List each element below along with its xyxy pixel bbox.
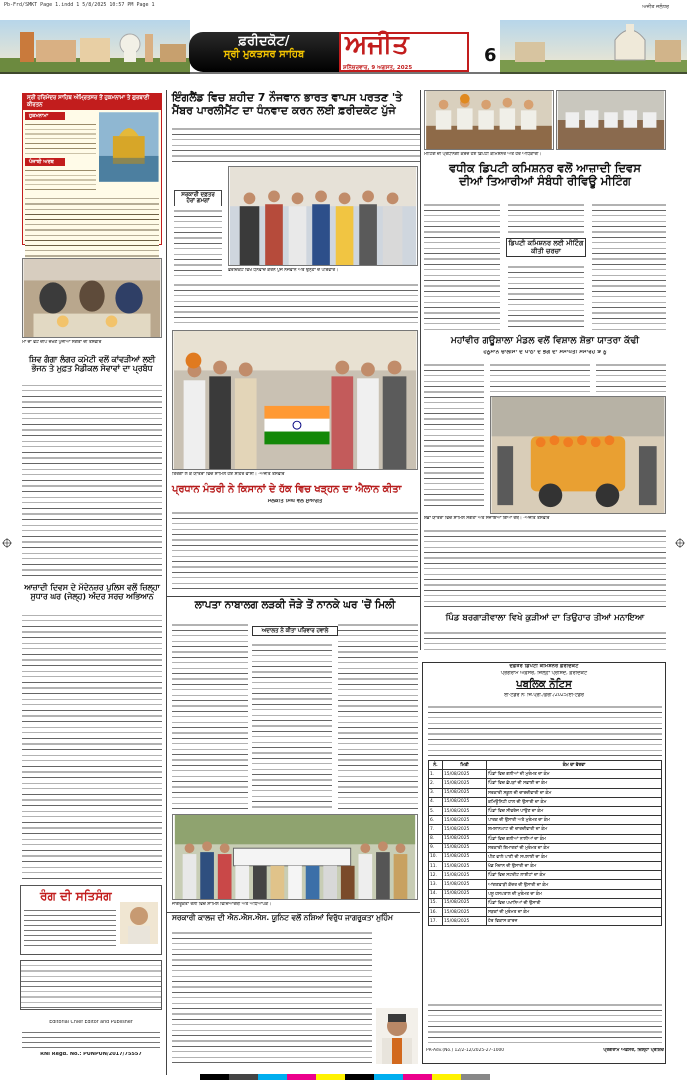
row-date: 15/08/2025: [443, 816, 487, 825]
mahavir-body-bottom: [424, 526, 666, 610]
youth-portrait: [376, 1008, 418, 1064]
story1-body: [22, 380, 162, 580]
row-work: ਪਿੰਡਾਂ ਵਿਚ ਛੱਪੜਾਂ ਦੀ ਸਫ਼ਾਈ ਦਾ ਕੰਮ: [487, 779, 662, 788]
story1-headline-line1: ਸ਼ਿਵ ਗੰਗਾ ਲੰਗਰ ਕਮੇਟੀ ਵਲੋਂ ਕਾਂਵੜੀਆਂ ਲਈ: [28, 355, 156, 364]
lead-kicker-line2: ਹੋਰਾਂ ਗਮਗਾਂ: [186, 198, 210, 205]
row-work: ਸਰਕਾਰੀ ਸਕੂਲ ਦੀ ਚਾਰਦੀਵਾਰੀ ਦਾ ਕੰਮ: [487, 788, 662, 797]
row-work: ਪਿੰਡਾਂ ਵਿਚ ਪਖਾਨਿਆਂ ਦੀ ਉਸਾਰੀ: [487, 898, 662, 907]
col-date: ਮਿਤੀ: [443, 761, 487, 770]
row-date: 15/08/2025: [443, 806, 487, 815]
table-row: [429, 770, 662, 779]
row-work: ਸ਼ਮਸ਼ਾਨਘਾਟ ਦੀ ਚਾਰਦੀਵਾਰੀ ਦਾ ਕੰਮ: [487, 825, 662, 834]
table-row: [429, 889, 662, 898]
row-date: 15/08/2025: [443, 871, 487, 880]
story1-headline: [22, 356, 162, 374]
gurbani-body: [25, 194, 159, 264]
dc-kicker-line2: ਕੀਤੀ ਚਰਚਾ: [531, 246, 561, 255]
table-row: [429, 788, 662, 797]
dc-body-col2: [508, 200, 584, 236]
lead-body: [172, 124, 420, 164]
registration-mark: [2, 538, 12, 548]
table-row: [429, 825, 662, 834]
dc-headline-line1: ਵਧੀਕ ਡਿਪਟੀ ਕਮਿਸ਼ਨਰ ਵਲੋਂ ਆਜ਼ਾਦੀ ਦਿਵਸ: [449, 161, 641, 175]
arth-text: [25, 166, 96, 192]
lead-kicker-line1: ਸਰਕਾਰੀ ਦਫ਼ਤਰ: [181, 192, 215, 198]
publication-tag: ਅਜੀਤ ਜਲੰਧਰ: [642, 4, 669, 10]
hukamnama-label: ਹੁਕਮਨਾਮਾ: [25, 112, 65, 120]
mahavir-subhead: ਹਨੂਮਾਨ ਚਾਲੀਸਾ ਦੇ ਪਾਠਾਂ ਦੇ ਭੋਗ ਦਾ ਸਮਾਪਤੀ ਸਮਾਰੋਹ 9 ਨੂੰ: [483, 350, 607, 355]
city-line-2: ਸ੍ਰੀ ਮੁਕਤਸਰ ਸਾਹਿਬ: [223, 49, 305, 60]
row-work: ਪਸ਼ੂ ਹਸਪਤਾਲ ਦੀ ਮੁਰੰਮਤ ਦਾ ਕੰਮ: [487, 889, 662, 898]
notice-intro: [428, 702, 662, 756]
dc-hall-photo: [556, 90, 666, 150]
rally-photo: [172, 814, 418, 900]
row-date: 15/08/2025: [443, 797, 487, 806]
row-work: ਸੜਕਾਂ ਦੀ ਮੁਰੰਮਤ ਦਾ ਕੰਮ: [487, 908, 662, 917]
langar-caption: ਮਾਂ ਦਾ ਫੋਟੋ ਦੀਪ ਦੇਖਣ ਪੁੱਜੀਆਂ ਸੰਗਤਾਂ ਦੀ ਤਸਵੀਰ: [22, 340, 102, 345]
notice-ref: ਈ-ਟੈਂਡਰ ਨੰ: ਜ਼ਿ.ਪ੍ਰੀ./ਫ਼ਰੀ./2025/ਈ-ਟੈਂਡਰ: [504, 693, 584, 698]
row-date: 15/08/2025: [443, 880, 487, 889]
row-date: 15/08/2025: [443, 917, 487, 926]
row-no: 2.: [429, 779, 443, 788]
notice-table-header: [429, 761, 662, 770]
row-date: 15/08/2025: [443, 770, 487, 779]
row-work: ਸਰਕਾਰੀ ਇਮਾਰਤਾਂ ਦੀ ਮੁਰੰਮਤ ਦਾ ਕੰਮ: [487, 843, 662, 852]
row-no: 16.: [429, 908, 443, 917]
newspaper-logo: ਅਜੀਤ: [345, 30, 409, 60]
col-work: ਕੰਮ ਦਾ ਵੇਰਵਾ: [487, 761, 662, 770]
missing-body-col1: [172, 620, 248, 810]
row-no: 3.: [429, 788, 443, 797]
notice-org-line2: ਪ੍ਰੋਗਰਾਮ ਅਫ਼ਸਰ, ਜ਼ਿਲ੍ਹਾ ਪ੍ਰੀਸ਼ਦ, ਫ਼ਰੀਦਕੋਟ: [500, 671, 588, 676]
row-date: 15/08/2025: [443, 834, 487, 843]
flag-caption: ਤਿਰੰਗਾ ਲੈ ਕੇ ਯਾਤਰਾ ਵਿਚ ਸ਼ਾਮਿਲ ਹੋਏ ਸ਼ਹਿਰ ਵਾਸੀ। -ਅਜੀਤ ਤਸਵੀਰ: [172, 472, 285, 477]
editorial-footer-line1: Editorial Chief Editor and Publisher: [49, 1020, 133, 1025]
notice-table: [428, 760, 662, 926]
teej-headline: ਪਿੰਡ ਬਰਗਾੜੀਵਾਲਾ ਵਿਖੇ ਕੁੜੀਆਂ ਦਾ ਤਿਉਹਾਰ ਤੀਆਂ ਮਨਾਇਆ: [445, 613, 645, 623]
mahavir-headline: ਮਹਾਂਵੀਰ ਗਊਸ਼ਾਲਾ ਮੰਡਲ ਵਲੋਂ ਵਿਸ਼ਾਲ ਸ਼ੋਭਾ ਯਾਤਰਾ ਕੱਢੀ: [450, 335, 640, 346]
lead-caption: ਫ਼ਰੀਦਕੋਟ ਵਿਖੇ ਧੰਨਵਾਦ ਕਰਨ ਪੁੱਜੇ ਨੌਜਵਾਨ ਅਤੇ ਉਨ੍ਹਾਂ ਦੇ ਪਰਿਵਾਰ।: [228, 268, 339, 273]
lead-kicker: [174, 190, 222, 207]
row-no: 1.: [429, 770, 443, 779]
dc-headline-line2: ਦੀਆਂ ਤਿਆਰੀਆਂ ਸੰਬੰਧੀ ਰੀਵਿਊ ਮੀਟਿੰਗ: [459, 174, 631, 189]
issue-date: ਸ਼ਨਿੱਚਰਵਾਰ, 9 ਅਗਸਤ, 2025: [343, 65, 413, 71]
row-work: ਪਾਰਕ ਦੀ ਉਸਾਰੀ ਅਤੇ ਮੁਰੰਮਤ ਦਾ ਕੰਮ: [487, 816, 662, 825]
row-work: ਕਮਿਊਨਿਟੀ ਹਾਲ ਦੀ ਉਸਾਰੀ ਦਾ ਕੰਮ: [487, 797, 662, 806]
missing-body-col3: [338, 620, 418, 810]
arth-label: ਪੰਜਾਬੀ ਅਰਥ: [25, 158, 65, 166]
mahavir-caption: ਸ਼ੋਭਾ ਯਾਤਰਾ ਵਿਚ ਸ਼ਾਮਿਲ ਸੰਗਤਾਂ ਅਤੇ ਸਜਾਇਆ ਗਿਆ ਰੱਥ। -ਅਜੀਤ ਤਸਵੀਰ: [424, 516, 550, 521]
dc-body-col1: [424, 200, 500, 330]
golden-temple-image: [99, 112, 159, 182]
pm-headline: ਪ੍ਰਧਾਨ ਮੰਤਰੀ ਨੇ ਕਿਸਾਨਾਂ ਦੇ ਹੱਕ ਵਿਚ ਖੜ੍ਹਨ ਦਾ ਐਲਾਨ ਕੀਤਾ: [172, 484, 402, 495]
table-row: [429, 908, 662, 917]
color-bar: [200, 1074, 490, 1080]
rally-caption: ਜਾਗਰੂਕਤਾ ਰੈਲੀ ਵਿਚ ਸ਼ਾਮਿਲ ਵਿਦਿਆਰਥੀ ਅਤੇ ਅਧਿਆਪਕ।: [172, 902, 272, 907]
row-date: 15/08/2025: [443, 825, 487, 834]
langar-photo: [22, 258, 162, 338]
row-date: 15/08/2025: [443, 898, 487, 907]
row-no: 5.: [429, 806, 443, 815]
row-date: 15/08/2025: [443, 889, 487, 898]
page-slug: Pb-Frd/SMKT Page 1.indd 1 5/8/2025 10:57 PM Page 1: [4, 2, 155, 8]
row-no: 15.: [429, 898, 443, 907]
story2-headline-line2: ਸੁਧਾਰ ਘਰ (ਜੇਲ੍ਹ) ਅੰਦਰ ਸਰਚ ਅਭਿਆਨ: [30, 591, 154, 601]
editorial-footer-body: [22, 1028, 160, 1050]
story1-headline-line2: ਭੋਜਨ ਤੇ ਮੁਫ਼ਤ ਮੈਡੀਕਲ ਸੇਵਾਵਾਂ ਦਾ ਪ੍ਰਬੰਧ: [31, 363, 153, 373]
row-date: 15/08/2025: [443, 779, 487, 788]
row-work: ਖੇਡ ਮੈਦਾਨ ਦੀ ਉਸਾਰੀ ਦਾ ਕੰਮ: [487, 862, 662, 871]
notice-signature: ਪ੍ਰੋਗਰਾਮ ਅਫ਼ਸਰ, ਜ਼ਿਲ੍ਹਾ ਪ੍ਰੀਸ਼ਦ: [603, 1048, 664, 1053]
lead-headline-line2: ਮੈਂਬਰ ਪਾਰਲੀਮੈਂਟ ਦਾ ਧੰਨਵਾਦ ਕਰਨ ਲਈ ਫ਼ਰੀਦਕੋਟ ਪੁੱਜੇ: [172, 103, 396, 117]
missing-headline: ਲਾਪਤਾ ਨਾਬਾਲਗ ਲੜਕੀ ਜੋੜੇ ਤੋਂ ਨਾਨਕੇ ਘਰ 'ਚੋਂ ਮਿਲੀ: [194, 599, 396, 611]
story2-headline: [22, 584, 162, 602]
notice-terms: [428, 1000, 662, 1044]
dc-headline: [424, 162, 666, 188]
row-work: ਪਿੰਡਾਂ ਵਿਚ ਗਲੀਆਂ ਨਾਲੀਆਂ ਦਾ ਕੰਮ: [487, 834, 662, 843]
table-row: [429, 843, 662, 852]
row-work: ਹੋਰ ਵਿਕਾਸ ਕਾਰਜ: [487, 917, 662, 926]
dc-photo-caption: ਮੀਟਿੰਗ ਦੀ ਪ੍ਰਧਾਨਗੀ ਕਰਦੇ ਹੋਏ ਡਿਪਟੀ ਕਮਿਸ਼ਨਰ ਅਤੇ ਹੋਰ ਅਧਿਕਾਰੀ।: [424, 152, 542, 157]
row-no: 13.: [429, 880, 443, 889]
youth-body: [172, 928, 372, 1064]
mahavir-body-col1: [424, 360, 484, 510]
row-no: 9.: [429, 843, 443, 852]
lead-photo: [228, 166, 418, 266]
row-no: 11.: [429, 862, 443, 871]
left-advert: [20, 960, 162, 1010]
lead-body-cols: [174, 280, 418, 328]
mahavir-body-col3: [596, 360, 666, 392]
dc-body-col3: [592, 200, 666, 330]
flag-photo: [172, 330, 418, 470]
lead-headline: [172, 92, 420, 117]
table-row: [429, 834, 662, 843]
city-line-1: ਫ਼ਰੀਦਕੋਟ/: [238, 34, 290, 49]
notice-title: ਪਬਲਿਕ ਨੋਟਿਸ: [516, 679, 572, 690]
table-row: [429, 898, 662, 907]
registration-mark: [675, 538, 685, 548]
pm-body: [172, 508, 418, 592]
table-row: [429, 871, 662, 880]
col-no: ਨੰ.: [429, 761, 443, 770]
editorial-footer: [20, 1020, 162, 1026]
table-row: [429, 862, 662, 871]
page-number: 6: [484, 45, 497, 66]
row-date: 15/08/2025: [443, 788, 487, 797]
row-work: ਪਿੰਡਾਂ ਵਿਚ ਸੀਵਰੇਜ ਪਾਉਣ ਦਾ ਕੰਮ: [487, 806, 662, 815]
row-no: 7.: [429, 825, 443, 834]
row-work: ਆਂਗਣਵਾੜੀ ਕੇਂਦਰ ਦੀ ਉਸਾਰੀ ਦਾ ਕੰਮ: [487, 880, 662, 889]
gurbani-box: [22, 93, 162, 245]
table-row: [429, 779, 662, 788]
lead-body-col1: [174, 206, 222, 276]
saint-portrait: [120, 902, 158, 944]
city-badge: [189, 32, 339, 72]
row-work: ਪੀਣ ਵਾਲੇ ਪਾਣੀ ਦੀ ਸਪਲਾਈ ਦਾ ਕੰਮ: [487, 852, 662, 861]
row-no: 10.: [429, 852, 443, 861]
table-row: [429, 852, 662, 861]
row-no: 4.: [429, 797, 443, 806]
notice-org-line1: ਦਫ਼ਤਰ ਡਿਪਟੀ ਕਮਿਸ਼ਨਰ ਫ਼ਰੀਦਕੋਟ: [509, 664, 579, 669]
dc-kicker-line1: ਡਿਪਟੀ ਕਮਿਸ਼ਨਰ ਲਈ ਮੀਟਿੰਗ: [508, 239, 584, 247]
row-date: 15/08/2025: [443, 852, 487, 861]
pm-subhead: ਮਲਕੀਤ ਸਿੰਘ ਵਲੋਂ ਸੁਆਗਤ: [267, 499, 323, 504]
notice-code: PR-Adv.(No.) 12/2-12/2025-27-1000: [426, 1048, 505, 1053]
dc-meeting-photo: [424, 90, 554, 150]
youth-headline: ਸਰਕਾਰੀ ਕਾਲਜ ਦੀ ਐਨ.ਐਸ.ਐਸ. ਯੂਨਿਟ ਵਲੋਂ ਨਸ਼ਿਆਂ ਵਿਰੁੱਧ ਜਾਗਰੂਕਤਾ ਮੁਹਿੰਮ: [172, 913, 393, 922]
satsang-body: [24, 906, 116, 950]
teej-body: [424, 628, 666, 650]
lead-headline-line1: ਇੰਗਲੈਂਡ ਵਿਚ ਸ਼ਹੀਦ 7 ਨੌਜਵਾਨ ਭਾਰਤ ਵਾਪਸ ਪਰਤਣ 'ਤੇ: [172, 91, 403, 104]
mahavir-body-col2: [490, 360, 590, 392]
table-row: [429, 797, 662, 806]
row-date: 15/08/2025: [443, 843, 487, 852]
shobha-yatra-photo: [490, 396, 666, 514]
story2-body: [22, 610, 162, 880]
missing-kicker: ਅਦਾਲਤ ਨੇ ਕੀਤਾ ਪਰਿਵਾਰ ਹਵਾਲੇ: [252, 626, 338, 636]
row-no: 14.: [429, 889, 443, 898]
satsang-title: ਰੰਗ ਦੀ ਸਤਿਸੰਗ: [40, 889, 112, 903]
story2-headline-line1: ਆਜ਼ਾਦੀ ਦਿਵਸ ਦੇ ਮੱਦੇਨਜ਼ਰ ਪੁਲਿਸ ਵਲੋਂ ਜ਼ਿਲ੍ਹਾ: [24, 583, 160, 592]
row-work: ਪਿੰਡਾਂ ਵਿਚ ਗਲੀਆਂ ਦੀ ਮੁਰੰਮਤ ਦਾ ਕੰਮ: [487, 770, 662, 779]
row-no: 6.: [429, 816, 443, 825]
rni-number: RNI Regd. No.: PUNPUN/2017/75557: [40, 1052, 142, 1057]
row-no: 12.: [429, 871, 443, 880]
row-date: 15/08/2025: [443, 862, 487, 871]
row-work: ਪਿੰਡਾਂ ਵਿਚ ਸਟਰੀਟ ਲਾਈਟਾਂ ਦਾ ਕੰਮ: [487, 871, 662, 880]
table-row: [429, 816, 662, 825]
table-row: [429, 806, 662, 815]
dc-kicker: [506, 238, 586, 257]
row-no: 17.: [429, 917, 443, 926]
table-row: [429, 880, 662, 889]
missing-body-col2: [252, 640, 332, 810]
row-date: 15/08/2025: [443, 908, 487, 917]
gurbani-title: ਸ੍ਰੀ ਹਰਿਮੰਦਰ ਸਾਹਿਬ ਅੰਮ੍ਰਿਤਸਰ ਤੋਂ ਹੁਕਮਨਾਮਾ ਤੇ ਗੁਰਬਾਣੀ ਕੀਰਤਨ: [23, 94, 161, 110]
dc-body-col2b: [508, 262, 584, 330]
table-row: [429, 917, 662, 926]
hukamnama-text: [25, 120, 96, 156]
row-no: 8.: [429, 834, 443, 843]
